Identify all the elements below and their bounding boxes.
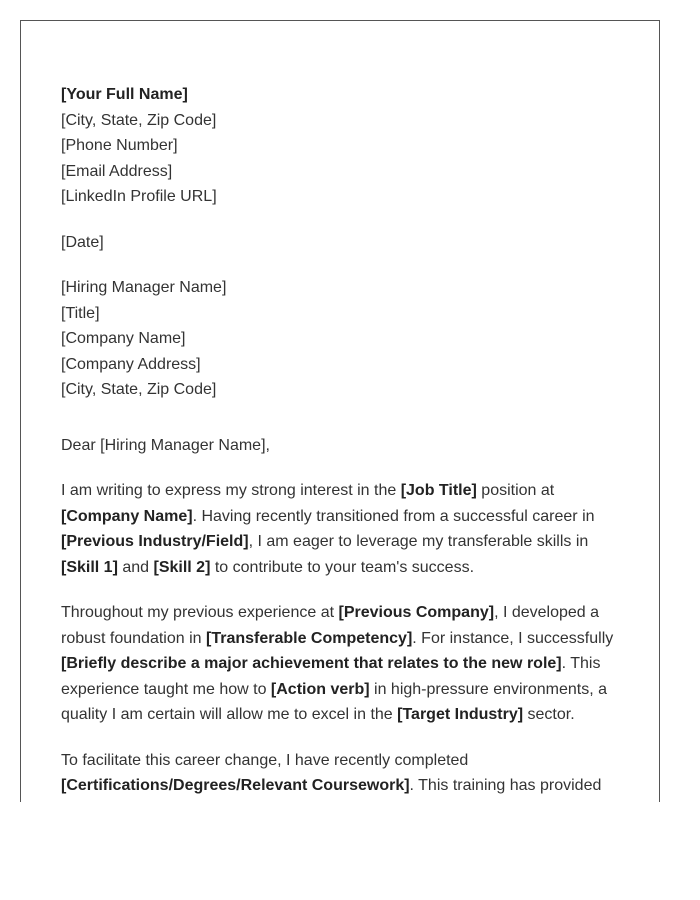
previous-industry-placeholder: [Previous Industry/Field] — [61, 533, 249, 550]
paragraph-2-text: . For instance, I successfully — [412, 629, 614, 647]
paragraph-3-text: To facilitate this career change, I have recently completed — [61, 751, 469, 769]
paragraph-1-text: and — [117, 558, 154, 576]
letter-page — [20, 20, 660, 802]
paragraph-2-text: , I developed a robust foundation in — [61, 604, 600, 647]
paragraph-1-text: I am writing to express my strong interest in the — [61, 482, 401, 499]
paragraph-3-text: . This training has provided — [409, 777, 602, 794]
letter-content — [61, 82, 621, 802]
paragraph-1-text: . Having recently transitioned from a successful career in — [192, 507, 595, 525]
target-industry-placeholder: [Target Industry] — [397, 706, 524, 723]
sender-email: [Email Address] — [61, 162, 173, 180]
transferable-competency-placeholder: [Transferable Competency] — [206, 629, 413, 647]
achievement-placeholder: [Briefly describe a major achievement that relates to the new role] — [61, 655, 562, 672]
recipient-company-name: [Company Name] — [61, 330, 186, 347]
paragraph-2-text: . This experience taught me how to — [61, 655, 601, 698]
certifications-placeholder: [Certifications/Degrees/Relevant Coursework] — [61, 777, 410, 794]
company-name-placeholder: [Company Name] — [61, 507, 193, 525]
skill-1-placeholder: [Skill 1] — [61, 558, 118, 576]
paragraph-1 — [61, 478, 621, 580]
sender-name: [Your Full Name] — [61, 86, 188, 103]
sender-phone: [Phone Number] — [61, 137, 178, 154]
recipient-title: [Title] — [61, 304, 100, 322]
recipient-company-address: [Company Address] — [61, 355, 201, 373]
previous-company-placeholder: [Previous Company] — [338, 604, 495, 621]
recipient-hiring-manager: [Hiring Manager Name] — [61, 279, 227, 296]
recipient-block — [61, 275, 621, 403]
paragraph-2-text: in high-pressure environments, a quality I am certain will allow me to excel in the — [61, 680, 608, 723]
sender-block — [61, 82, 621, 210]
paragraph-3 — [61, 748, 621, 799]
paragraph-2 — [61, 600, 621, 728]
letter-date: [Date] — [61, 233, 104, 251]
paragraph-1-text: to contribute to your team's success. — [210, 558, 475, 576]
paragraph-1-text: position at — [476, 482, 555, 499]
sender-city-state-zip: [City, State, Zip Code] — [61, 111, 217, 129]
paragraph-1-text: , I am eager to leverage my transferable skills in — [248, 533, 589, 550]
sender-linkedin: [LinkedIn Profile URL] — [61, 188, 217, 205]
skill-2-placeholder: [Skill 2] — [153, 558, 211, 576]
action-verb-placeholder: [Action verb] — [270, 680, 370, 698]
job-title-placeholder: [Job Title] — [400, 482, 477, 499]
paragraph-2-text: Throughout my previous experience at — [61, 604, 339, 621]
recipient-city-state-zip: [City, State, Zip Code] — [61, 381, 217, 398]
salutation: Dear [Hiring Manager Name], — [61, 436, 270, 454]
paragraph-2-text: sector. — [523, 706, 575, 723]
